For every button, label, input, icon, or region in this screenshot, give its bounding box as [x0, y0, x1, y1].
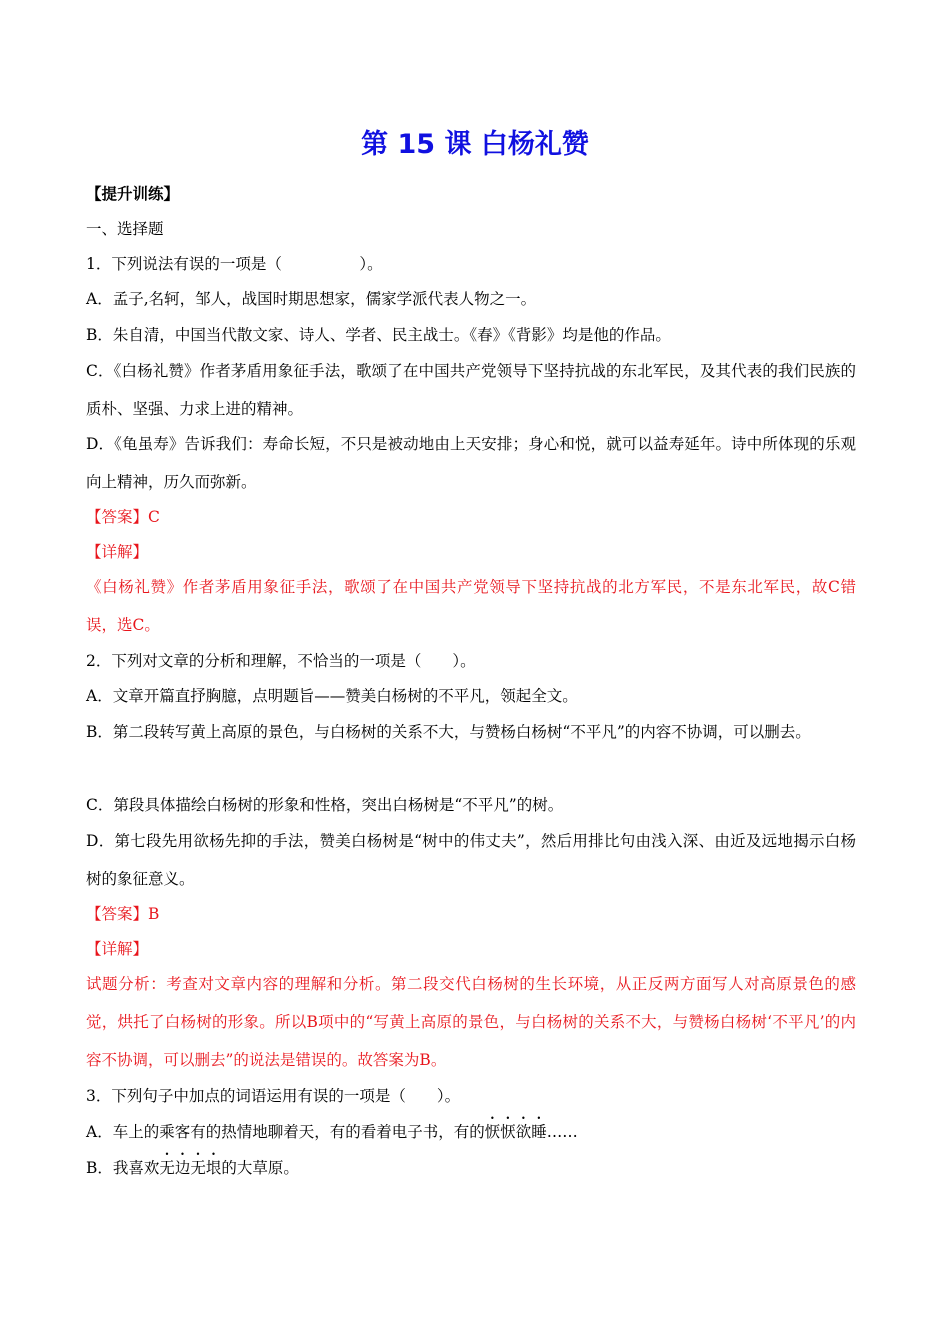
- answer-label: 【答案】: [86, 508, 149, 526]
- question-2-option-d: D．第七段先用欲杨先抑的手法，赞美白杨树是“树中的伟丈夫”，然后用排比句由浅入深、由近及远地揭示白杨树的象征意义。: [86, 832, 856, 888]
- option-text: 的大草原。: [221, 1159, 299, 1177]
- question-1-answer: [86, 498, 856, 536]
- question-2-answer: [86, 895, 856, 933]
- question-1-explain-label: 【详解】: [86, 543, 149, 561]
- question-2-explanation: 试题分析：考查对文章内容的理解和分析。第二段交代白杨树的生长环境，从正反两方面写人对高原景色的感觉，烘托了白杨树的形象。所以B项中的“写黄上高原的景色，与白杨树的关系不大，与赞杨白杨树‘不平凡’的内容不协调，可以删去”的说法是错误的。故答案为B。: [86, 975, 856, 1069]
- emphasized-word: 恹恹欲睡: [484, 1123, 547, 1141]
- answer-value: B: [148, 905, 160, 923]
- answer-value: C: [148, 508, 160, 526]
- section-heading: 【提升训练】: [86, 185, 180, 203]
- question-3-stem: 3．下列句子中加点的词语运用有误的一项是（ ）。: [86, 1087, 461, 1105]
- option-text: A．车上的乘客有的热情地聊着天，有的看着电子书，有的: [86, 1123, 485, 1141]
- question-1-explanation: 《白杨礼赞》作者茅盾用象征手法，歌颂了在中国共产党领导下坚持抗战的北方军民，不是东北军民，故C错误，选C。: [86, 578, 856, 634]
- question-1-option-a: A．孟子,名轲，邹人，战国时期思想家，儒家学派代表人物之一。: [86, 290, 537, 308]
- question-1-option-c: C．《白杨礼赞》作者茅盾用象征手法，歌颂了在中国共产党领导下坚持抗战的东北军民，及其代表的我们民族的质朴、坚强、力求上进的精神。: [86, 362, 856, 418]
- question-2-option-a: A．文章开篇直抒胸臆，点明题旨——赞美白杨树的不平凡，领起全文。: [86, 687, 578, 705]
- emphasized-word: 无边无垠: [159, 1159, 222, 1177]
- option-text: B．我喜欢: [86, 1159, 160, 1177]
- page-title: 第 15 课 白杨礼赞: [361, 129, 589, 160]
- question-3-option-b: [86, 1149, 856, 1187]
- question-1-stem: 1．下列说法有误的一项是（ ）。: [86, 255, 383, 273]
- question-2-stem: 2．下列对文章的分析和理解，不恰当的一项是（ ）。: [86, 652, 476, 670]
- option-text: ……: [546, 1123, 578, 1141]
- question-2-option-c: C．第段具体描绘白杨树的形象和性格，突出白杨树是“不平凡”的树。: [86, 796, 564, 814]
- part-heading: 一、选择题: [86, 220, 164, 238]
- question-1-option-b: B．朱自清，中国当代散文家、诗人、学者、民主战士。《春》《背影》均是他的作品。: [86, 326, 671, 344]
- answer-label: 【答案】: [86, 905, 149, 923]
- question-1-option-d: D．《龟虽寿》告诉我们：寿命长短，不只是被动地由上天安排；身心和悦，就可以益寿延年。诗中所体现的乐观向上精神，历久而弥新。: [86, 435, 856, 491]
- question-3-option-a: [86, 1113, 856, 1151]
- question-2-explain-label: 【详解】: [86, 940, 149, 958]
- question-2-option-b: B．第二段转写黄上高原的景色，与白杨树的关系不大，与赞杨白杨树“不平凡”的内容不协调，可以删去。: [86, 723, 811, 741]
